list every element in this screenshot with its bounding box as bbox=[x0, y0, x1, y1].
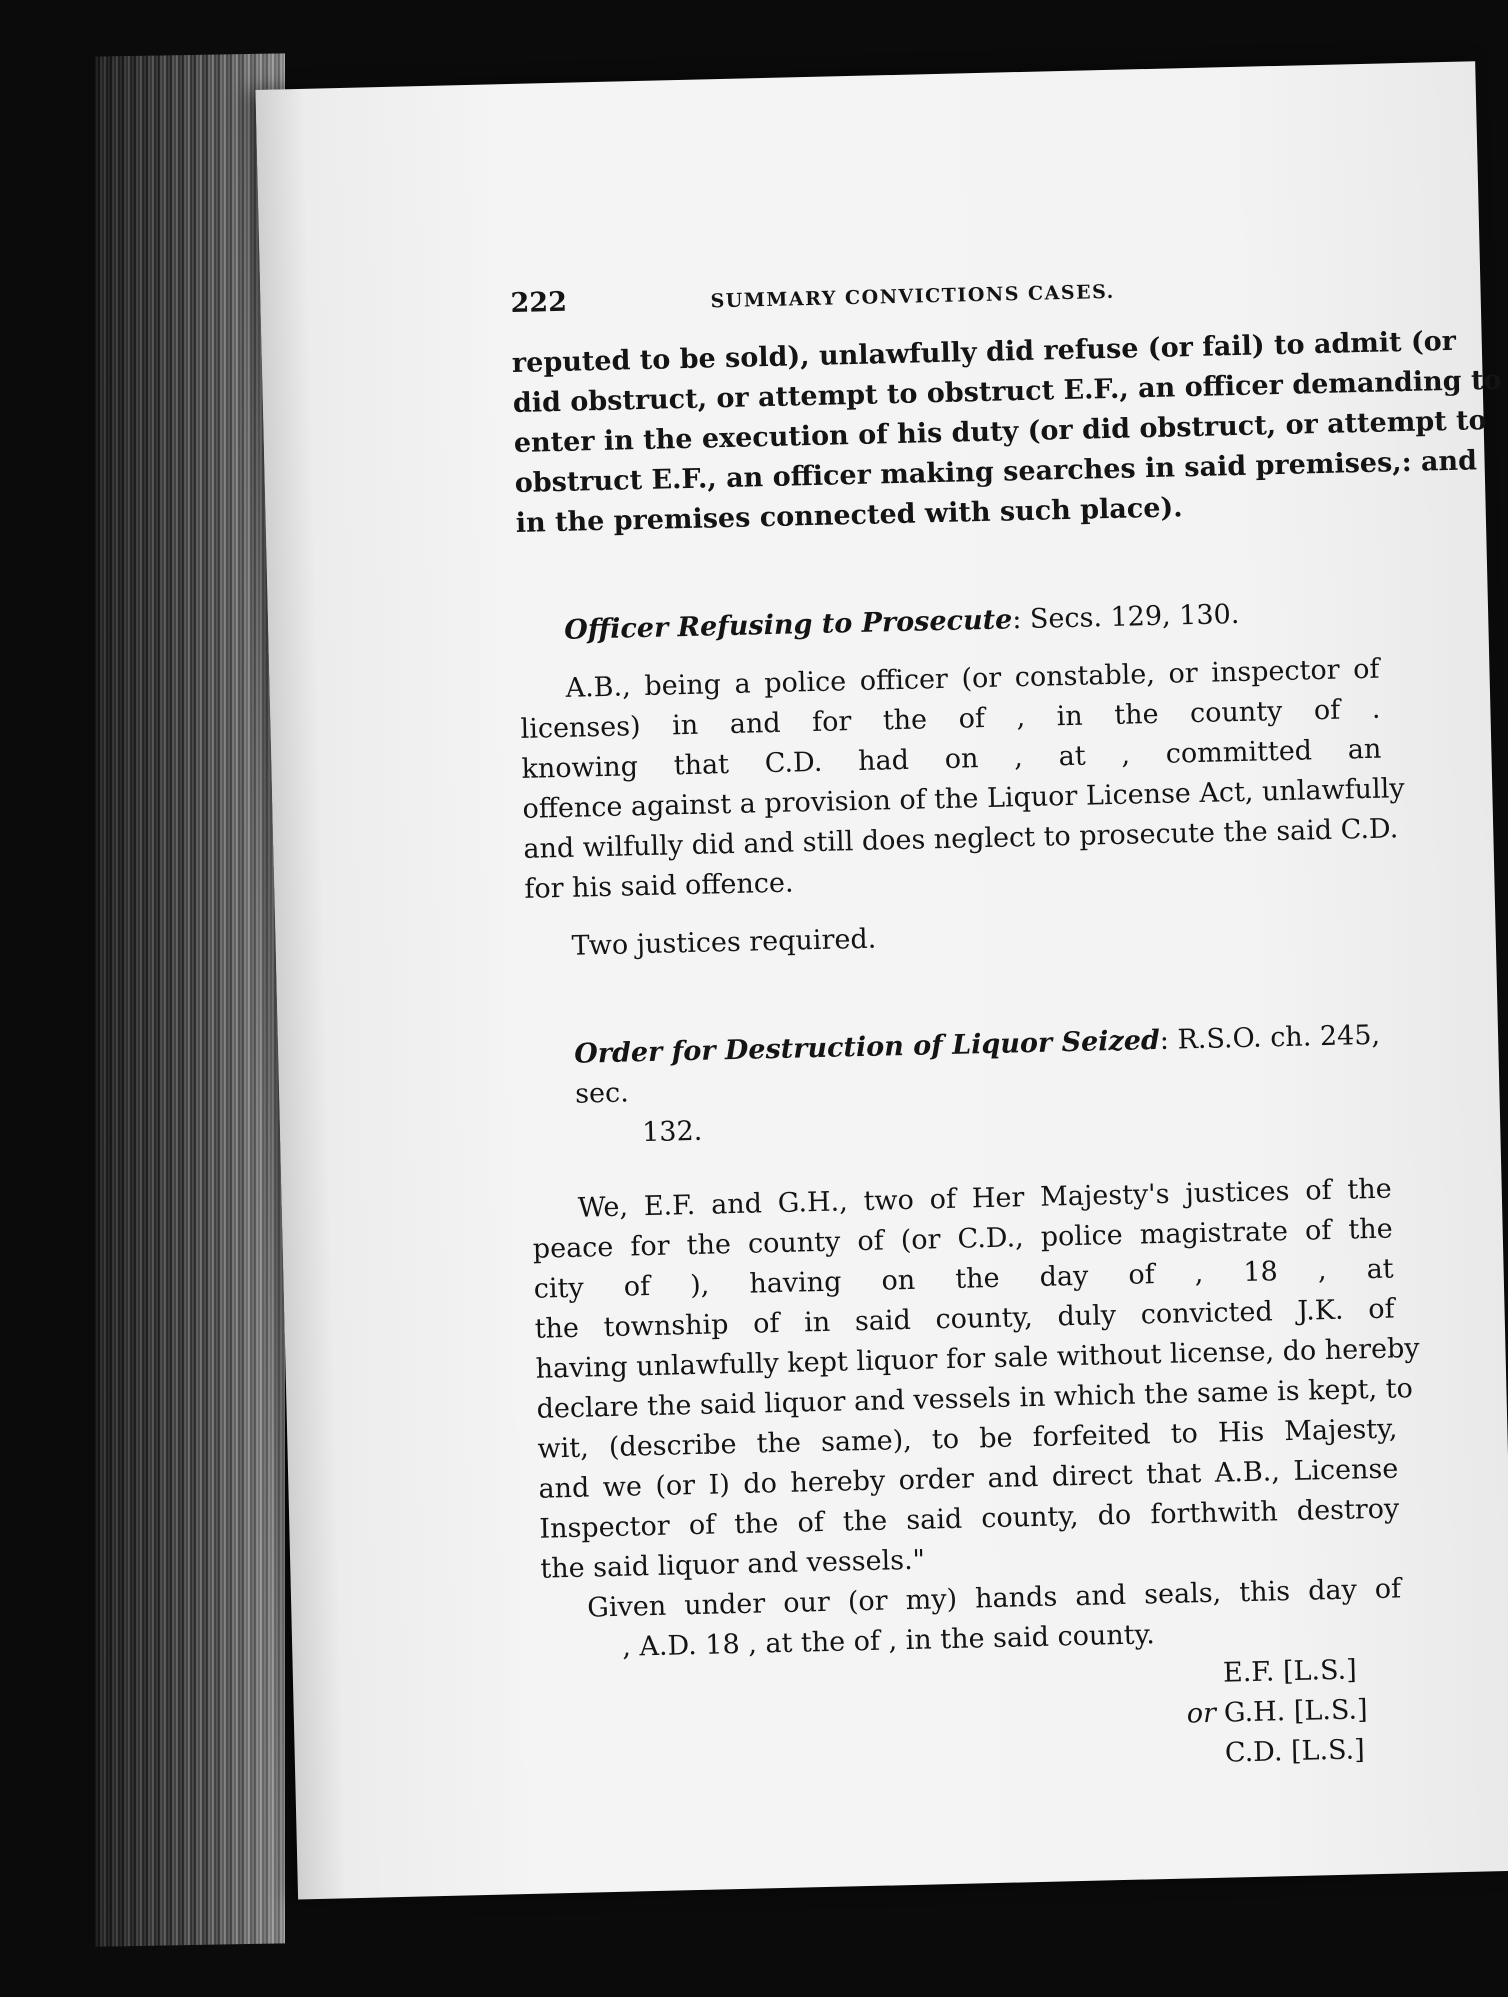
intro-line: in the premises connected with such place). bbox=[515, 492, 1183, 539]
signature-prefix: or bbox=[1186, 1697, 1217, 1730]
section1-line: and wilfully did and still does neglect to prosecute the said C.D. bbox=[523, 813, 1399, 865]
section2-line: Inspector of the of the said county, do forthwith destroy bbox=[539, 1493, 1400, 1545]
section2-line: the said liquor and vessels." bbox=[540, 1544, 926, 1585]
section2-line: peace for the county of (or C.D., police magistrate of the bbox=[532, 1213, 1393, 1265]
intro-paragraph bbox=[511, 324, 1502, 544]
signature-name: C.D. [L.S.] bbox=[1224, 1734, 1366, 1769]
section2-line: city of ), having on the day of , 18 , at bbox=[533, 1253, 1394, 1305]
intro-line: obstruct E.F., an officer making searches in said premises,: and bbox=[514, 445, 1478, 499]
section-reference: : Secs. 129, 130. bbox=[1011, 598, 1240, 636]
section2-line: declare the said liquor and vessels in which the same is kept, to bbox=[536, 1373, 1414, 1425]
given-line: Given under our (or my) hands and seals, this day of bbox=[586, 1573, 1402, 1624]
page-text bbox=[510, 264, 1502, 1790]
section1-line: licenses) in and for the of , in the county of . bbox=[520, 693, 1381, 745]
section-title: Officer Refusing to Prosecute bbox=[563, 604, 1013, 646]
section2-line: and we (or I) do hereby order and direct that A.B., License bbox=[538, 1453, 1399, 1505]
section1-line: offence against a provision of the Liquor License Act, unlawfully bbox=[522, 773, 1405, 825]
signature-block bbox=[543, 1649, 1406, 1789]
page-number: 222 bbox=[510, 286, 568, 320]
section2-line: the township of in said county, duly convicted J.K. of bbox=[534, 1293, 1395, 1345]
section-heading-order-destruction bbox=[574, 1016, 1391, 1155]
section-reference: : R.S.O. ch. 245, sec. bbox=[574, 1019, 1381, 1110]
page-wrapper bbox=[255, 41, 1508, 1929]
section2-line: having unlawfully kept liquor for sale without license, do hereby bbox=[535, 1332, 1420, 1385]
section1-line: for his said offence. bbox=[524, 867, 794, 905]
section1-note: Two justices required. bbox=[571, 923, 877, 962]
section1-line: knowing that C.D. had on , at , committed an bbox=[521, 733, 1382, 785]
section1-paragraph bbox=[519, 650, 1405, 910]
section2-paragraph bbox=[531, 1170, 1420, 1590]
section2-line: wit, (describe the same), to be forfeited to His Majesty, bbox=[537, 1413, 1398, 1465]
section-reference-cont: 132. bbox=[641, 1115, 703, 1149]
intro-line: did obstruct, or attempt to obstruct E.F., an officer demanding to bbox=[512, 364, 1502, 420]
book-page bbox=[255, 61, 1508, 1899]
section1-line: A.B., being a police officer (or constable, or inspector of bbox=[565, 653, 1380, 704]
intro-line: reputed to be sold), unlawfully did refuse (or fail) to admit (or bbox=[511, 325, 1457, 380]
running-head: SUMMARY CONVICTIONS CASES. bbox=[710, 280, 1116, 313]
signature-name: G.H. [L.S.] bbox=[1223, 1694, 1368, 1729]
signature-name: E.F. [L.S.] bbox=[1222, 1654, 1358, 1689]
section-title: Order for Destruction of Liquor Seized bbox=[573, 1024, 1161, 1070]
book-page-edges bbox=[95, 53, 285, 1946]
section2-line: We, E.F. and G.H., two of Her Majesty's justices of the bbox=[577, 1173, 1393, 1224]
intro-line: enter in the execution of his duty (or did obstruct, or attempt to bbox=[513, 405, 1487, 460]
given-line: , A.D. 18 , at the of , in the said county. bbox=[621, 1619, 1156, 1663]
